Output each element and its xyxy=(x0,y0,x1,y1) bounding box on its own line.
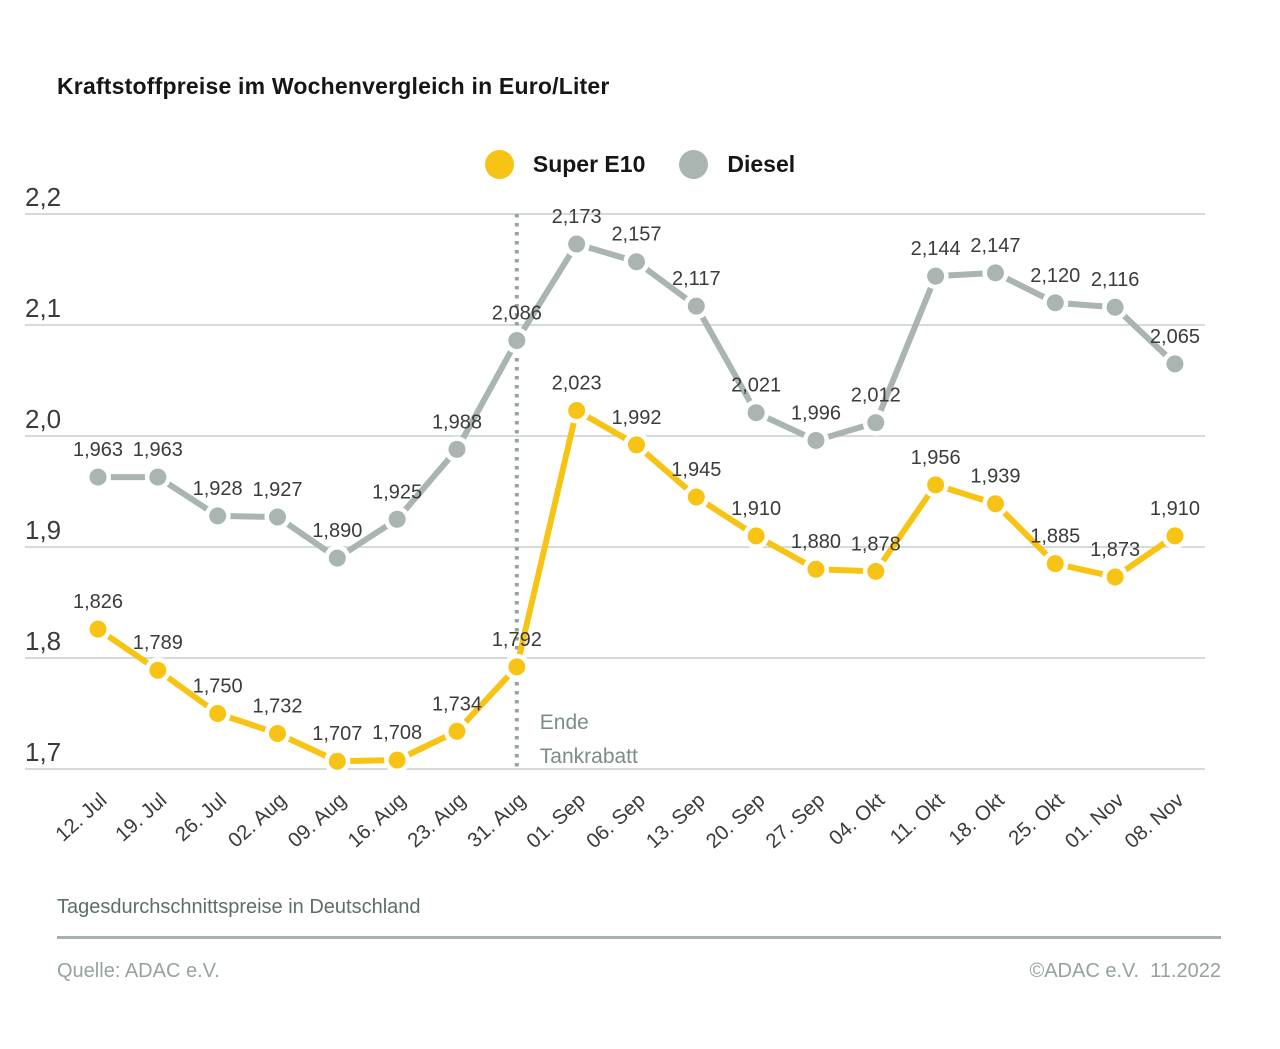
x-axis-tick-label: 13. Sep xyxy=(641,788,710,854)
data-point-label: 2,173 xyxy=(551,205,602,228)
x-axis-tick-label: 12. Jul xyxy=(51,788,112,847)
data-point-super-e10 xyxy=(269,725,286,742)
data-point-super-e10 xyxy=(987,495,1004,512)
data-point-super-e10 xyxy=(209,705,226,722)
data-point-super-e10 xyxy=(568,402,585,419)
page-title: Kraftstoffpreise im Wochenvergleich in Euro/Liter xyxy=(57,73,610,100)
data-point-super-e10 xyxy=(628,436,645,453)
data-point-diesel xyxy=(329,550,346,567)
x-axis-tick-label: 19. Jul xyxy=(110,788,172,847)
x-axis-tick-label: 01. Sep xyxy=(522,788,590,854)
tankrabatt-annotation-label: Tankrabatt xyxy=(539,745,638,768)
y-axis-tick-label: 1,8 xyxy=(25,626,62,656)
data-point-label: 2,086 xyxy=(491,302,542,325)
data-point-label: 1,826 xyxy=(72,591,124,614)
x-axis-tick-label: 23. Aug xyxy=(403,788,471,853)
data-point-label: 1,750 xyxy=(192,675,243,698)
data-point-label: 1,992 xyxy=(611,406,662,429)
x-axis-tick-label: 04. Okt xyxy=(824,788,890,850)
data-point-super-e10 xyxy=(149,662,166,679)
data-point-label: 1,789 xyxy=(132,632,183,655)
x-axis-tick-label: 01. Nov xyxy=(1060,788,1129,853)
data-point-label: 1,988 xyxy=(431,411,483,434)
data-point-super-e10 xyxy=(448,723,465,740)
data-point-super-e10 xyxy=(867,563,884,580)
data-point-label: 1,708 xyxy=(372,722,423,745)
y-axis-tick-label: 2,0 xyxy=(25,404,62,434)
data-point-label: 2,023 xyxy=(551,372,602,395)
data-point-label: 2,147 xyxy=(970,234,1021,257)
data-point-label: 2,117 xyxy=(672,268,721,291)
data-point-label: 1,734 xyxy=(431,693,483,716)
data-point-diesel xyxy=(867,414,884,431)
data-point-label: 2,144 xyxy=(910,238,961,261)
data-point-diesel xyxy=(688,298,705,315)
data-point-diesel xyxy=(568,235,585,252)
y-axis-tick-label: 1,9 xyxy=(25,515,62,545)
x-axis-tick-label: 20. Sep xyxy=(701,788,770,854)
data-point-diesel xyxy=(807,432,824,449)
data-point-diesel xyxy=(1107,299,1124,316)
data-point-super-e10 xyxy=(807,561,824,578)
data-point-label: 1,732 xyxy=(252,695,303,718)
data-point-label: 2,116 xyxy=(1090,269,1140,292)
data-point-super-e10 xyxy=(748,527,765,544)
data-point-label: 1,927 xyxy=(252,479,303,502)
x-axis-tick-label: 11. Okt xyxy=(885,788,949,849)
data-point-super-e10 xyxy=(1047,555,1064,572)
data-point-diesel xyxy=(209,507,226,524)
data-point-label: 2,021 xyxy=(731,374,782,397)
data-point-label: 1,878 xyxy=(850,533,901,556)
data-point-label: 1,996 xyxy=(790,402,841,425)
legend-label-super-e10: Super E10 xyxy=(532,151,646,177)
data-point-label: 1,963 xyxy=(72,439,124,462)
data-point-label: 1,963 xyxy=(132,439,183,462)
data-point-label: 1,792 xyxy=(491,628,542,651)
data-point-label: 1,945 xyxy=(671,459,722,482)
y-axis-tick-label: 2,2 xyxy=(25,182,62,212)
data-point-label: 1,707 xyxy=(312,723,363,746)
legend-label-diesel: Diesel xyxy=(727,151,796,177)
data-point-label: 1,928 xyxy=(192,477,243,500)
x-axis-tick-label: 16. Aug xyxy=(343,788,411,853)
x-axis-tick-label: 26. Jul xyxy=(170,788,232,847)
data-point-diesel xyxy=(748,404,765,421)
x-axis-tick-label: 31. Aug xyxy=(463,788,531,853)
data-point-super-e10 xyxy=(90,621,107,638)
series-line-diesel xyxy=(98,244,1175,558)
data-point-diesel xyxy=(389,511,406,528)
chart-subtitle: Tagesdurchschnittspreise in Deutschland xyxy=(57,896,421,918)
x-axis-tick-label: 18. Okt xyxy=(944,788,1009,850)
data-point-label: 1,910 xyxy=(1149,497,1200,520)
data-point-diesel xyxy=(448,441,465,458)
data-point-super-e10 xyxy=(688,489,705,506)
footer-divider xyxy=(57,936,1221,939)
data-point-diesel xyxy=(1047,294,1064,311)
data-point-diesel xyxy=(90,469,107,486)
y-axis-tick-label: 2,1 xyxy=(25,293,62,323)
y-axis-tick-label: 1,7 xyxy=(25,737,62,767)
data-point-diesel xyxy=(149,469,166,486)
data-point-diesel xyxy=(987,264,1004,281)
data-point-label: 1,880 xyxy=(790,531,841,554)
x-axis-tick-label: 27. Sep xyxy=(761,788,830,854)
data-point-super-e10 xyxy=(389,752,406,769)
data-point-super-e10 xyxy=(508,658,525,675)
data-point-label: 1,956 xyxy=(910,446,961,469)
data-point-label: 2,065 xyxy=(1149,325,1200,348)
data-point-label: 1,873 xyxy=(1090,538,1141,561)
data-point-label: 2,012 xyxy=(850,384,901,407)
data-point-label: 2,120 xyxy=(1030,264,1081,287)
data-point-diesel xyxy=(628,253,645,270)
x-axis-tick-label: 25. Okt xyxy=(1004,788,1069,850)
data-point-super-e10 xyxy=(329,753,346,770)
data-point-label: 1,885 xyxy=(1030,525,1081,548)
data-point-super-e10 xyxy=(1166,527,1183,544)
x-axis-tick-label: 02. Aug xyxy=(223,788,291,853)
data-point-label: 1,910 xyxy=(731,497,782,520)
data-point-label: 2,157 xyxy=(611,223,662,246)
source-text: Quelle: ADAC e.V. xyxy=(57,960,220,982)
x-axis-tick-label: 08. Nov xyxy=(1120,788,1189,853)
data-point-label: 1,890 xyxy=(312,520,363,543)
copyright-text: ©ADAC e.V. 11.2022 xyxy=(1029,960,1221,982)
data-point-super-e10 xyxy=(1107,568,1124,585)
data-point-diesel xyxy=(1166,355,1183,372)
data-point-label: 1,925 xyxy=(372,481,423,504)
x-axis-tick-label: 06. Sep xyxy=(581,788,650,854)
data-point-super-e10 xyxy=(927,476,944,493)
data-point-diesel xyxy=(927,268,944,285)
tankrabatt-annotation-label: Ende xyxy=(539,711,589,734)
data-point-label: 1,939 xyxy=(970,465,1021,488)
data-point-diesel xyxy=(269,509,286,526)
data-point-diesel xyxy=(508,332,525,349)
x-axis-tick-label: 09. Aug xyxy=(283,788,351,853)
